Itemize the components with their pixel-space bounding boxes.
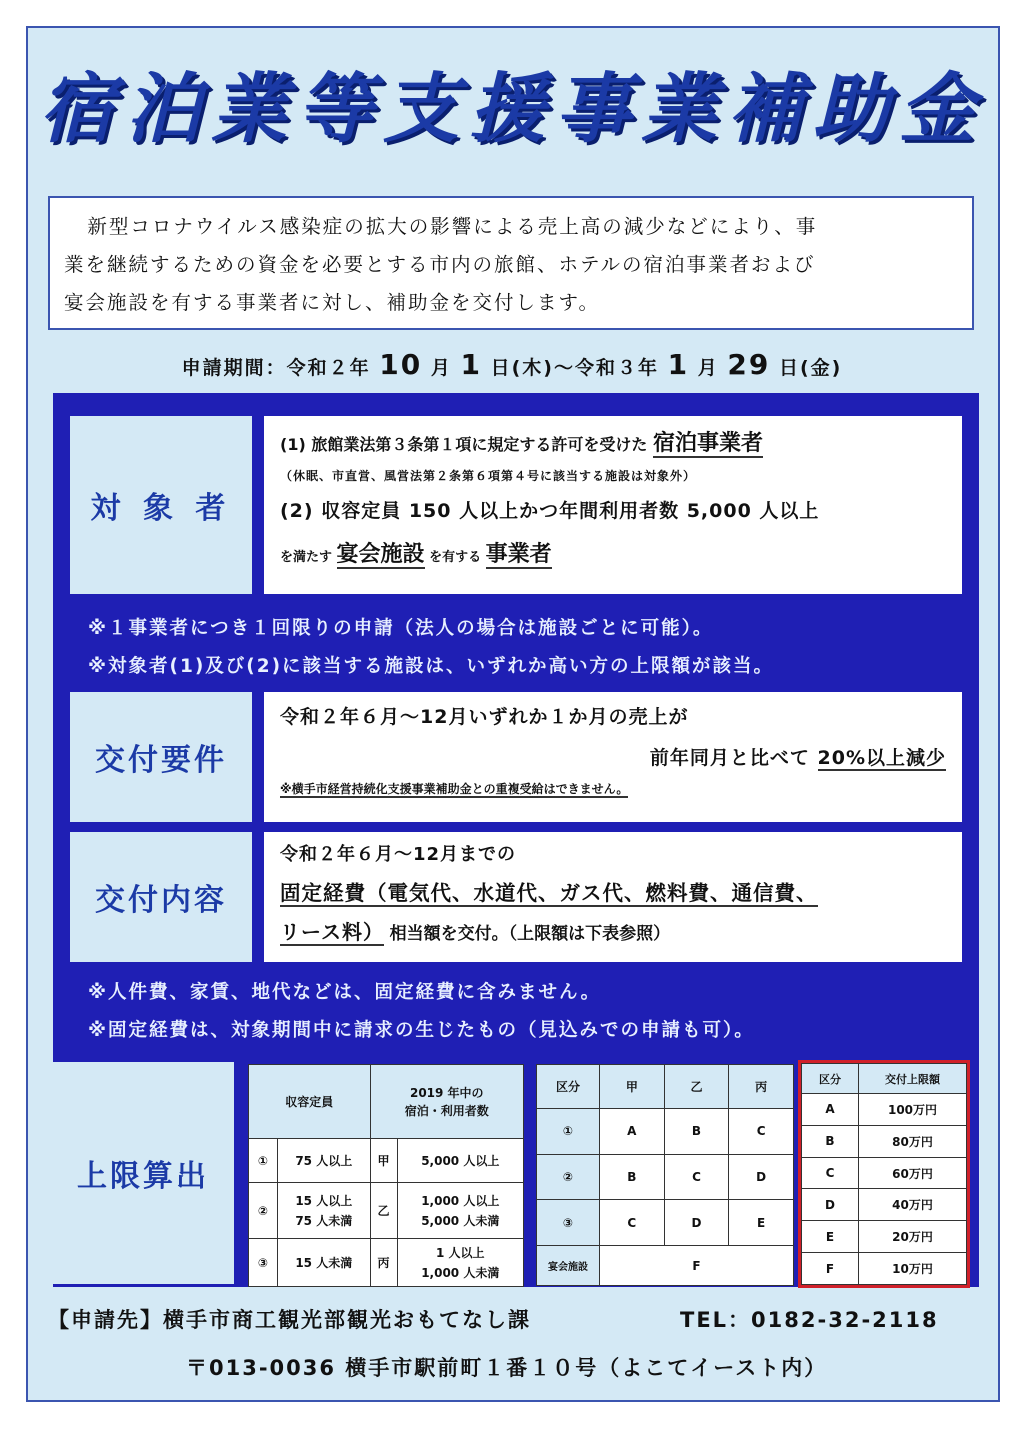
amount-value: 60万円 — [859, 1157, 967, 1189]
table-row — [537, 1200, 794, 1246]
capacity-cell — [278, 1183, 371, 1239]
users-header — [370, 1065, 523, 1139]
target-item2-em2: 事業者 — [485, 542, 552, 567]
target-label: 対 象 者 — [70, 416, 252, 594]
requirement-line-1: 令和２年６月～12月いずれか１か月の売上が — [280, 706, 689, 728]
capacity-value: 15 人以上 — [295, 1193, 353, 1208]
content-line-3b: 相当額を交付。（上限額は下表参照） — [389, 924, 671, 944]
note-3: ※人件費、家賃、地代などは、固定経費に含みません。 — [88, 982, 602, 1003]
row-number: ③ — [249, 1239, 278, 1287]
users-cell — [397, 1183, 523, 1239]
content-line-2: 固定経費（電気代、水道代、ガス代、燃料費、通信費、 — [280, 881, 818, 905]
note-4: ※固定経費は、対象期間中に請求の生じたもの（見込みでの申請も可）。 — [88, 1020, 755, 1041]
capacity-table — [248, 1064, 524, 1287]
capacity-value-2: 75 人未満 — [295, 1213, 353, 1228]
matrix-cell: C — [729, 1109, 794, 1155]
content-line-3a: リース料） — [280, 920, 384, 944]
users-value-2: 1,000 人未満 — [421, 1265, 500, 1280]
intro-line-3: 宴会施設を有する事業者に対し、補助金を交付します。 — [64, 291, 600, 314]
capacity-header: 収容定員 — [249, 1065, 371, 1139]
target-box — [264, 416, 962, 594]
requirement-label: 交付要件 — [70, 692, 252, 822]
target-item1-num: (1) — [280, 435, 306, 454]
table-row — [802, 1125, 967, 1157]
content-label: 交付内容 — [70, 832, 252, 962]
footer-phone[interactable]: TEL：0182-32-2118 — [680, 1308, 939, 1332]
content-line-1: 令和２年６月～12月までの — [280, 844, 517, 865]
period-label: 申請期間：令和２年 — [181, 357, 371, 379]
matrix-cell: D — [729, 1154, 794, 1200]
target-item1-note: （休眠、市直営、風営法第２条第６項第４号に該当する施設は対象外） — [280, 469, 697, 483]
capacity-value: 15 人未満 — [295, 1256, 353, 1270]
amount-header: 区分 — [802, 1064, 859, 1094]
requirement-line-2em: 20%以上減少 — [817, 747, 946, 769]
period-start-month: 10 — [379, 348, 423, 381]
table-row — [802, 1221, 967, 1253]
target-item1-em: 宿泊事業者 — [652, 431, 763, 456]
requirement-note: ※横手市経営持続化支援事業補助金との重複受給はできません。 — [280, 782, 629, 796]
matrix-row-label: ① — [537, 1109, 600, 1155]
users-value: 5,000 人以上 — [421, 1154, 500, 1168]
matrix-cell: A — [600, 1109, 665, 1155]
table-row — [249, 1139, 524, 1183]
content-box — [264, 832, 962, 962]
amount-header: 交付上限額 — [859, 1064, 967, 1094]
table-row — [537, 1246, 794, 1286]
table-header-row — [537, 1065, 794, 1109]
amount-class: D — [802, 1189, 859, 1221]
matrix-cell: E — [729, 1200, 794, 1246]
row-number: ② — [249, 1183, 278, 1239]
capacity-cell — [278, 1239, 371, 1287]
matrix-cell: D — [664, 1200, 729, 1246]
amount-class: F — [802, 1253, 859, 1285]
table-row — [537, 1154, 794, 1200]
matrix-cell: C — [600, 1200, 665, 1246]
table-row — [802, 1157, 967, 1189]
period-start-day: 1 — [460, 348, 482, 381]
intro-line-1: 新型コロナウイルス感染症の拡大の影響による売上高の減少などにより、事 — [87, 215, 818, 238]
capacity-value: 75 人以上 — [295, 1154, 353, 1168]
table-header-row — [802, 1064, 967, 1094]
capacity-cell — [278, 1139, 371, 1183]
requirement-box — [264, 692, 962, 822]
users-value: 1 人以上 — [435, 1245, 485, 1260]
period-text-2: 日(木)～令和３年 — [490, 357, 659, 379]
note-2: ※対象者(1)及び(2)に該当する施設は、いずれか高い方の上限額が該当。 — [88, 656, 775, 677]
amount-class: B — [802, 1125, 859, 1157]
intro-box — [48, 196, 974, 330]
users-cell — [397, 1139, 523, 1183]
requirement-line-2a: 前年同月と比べて — [649, 747, 810, 769]
row-number: ① — [249, 1139, 278, 1183]
banquet-label: 宴会施設 — [537, 1246, 600, 1286]
limit-label: 上限算出 — [52, 1062, 234, 1284]
users-cell — [397, 1239, 523, 1287]
matrix-cell: B — [600, 1154, 665, 1200]
table-row — [249, 1239, 524, 1287]
users-value: 1,000 人以上 — [421, 1193, 500, 1208]
target-item2-em1: 宴会施設 — [336, 542, 425, 567]
target-item2-b: を有する — [429, 550, 482, 565]
matrix-row-label: ② — [537, 1154, 600, 1200]
amount-class: C — [802, 1157, 859, 1189]
period-end-day: 29 — [727, 348, 771, 381]
matrix-header: 甲 — [600, 1065, 665, 1109]
amount-value: 10万円 — [859, 1253, 967, 1285]
period-text-3: 月 — [697, 357, 719, 379]
amount-value: 100万円 — [859, 1094, 967, 1126]
amount-value: 40万円 — [859, 1189, 967, 1221]
amount-value: 20万円 — [859, 1221, 967, 1253]
target-item2-line: (2) 収容定員 150 人以上かつ年間利用者数 5,000 人以上 — [280, 500, 820, 522]
table-row — [249, 1183, 524, 1239]
footer-address: 〒013-0036 横手市駅前町１番１０号（よこてイースト内） — [186, 1356, 828, 1380]
class-cell: 丙 — [370, 1239, 397, 1287]
amount-class: E — [802, 1221, 859, 1253]
banquet-class: F — [600, 1246, 794, 1286]
intro-line-2: 業を継続するための資金を必要とする市内の旅館、ホテルの宿泊事業者および — [64, 253, 816, 276]
matrix-cell: C — [664, 1154, 729, 1200]
amount-class: A — [802, 1094, 859, 1126]
users-header-line-2: 宿泊・利用者数 — [404, 1103, 489, 1118]
note-1: ※１事業者につき１回限りの申請（法人の場合は施設ごとに可能）。 — [88, 618, 714, 639]
users-header-line-1: 2019 年中の — [409, 1085, 484, 1100]
matrix-cell: B — [664, 1109, 729, 1155]
period-text-1: 月 — [430, 357, 452, 379]
period-text-4: 日(金) — [778, 357, 843, 379]
poster-title: 宿泊業等支援事業補助金 — [39, 64, 985, 153]
table-row — [802, 1094, 967, 1126]
footer-contact: 【申請先】横手市商工観光部観光おもてなし課 — [48, 1308, 531, 1332]
matrix-header: 乙 — [664, 1065, 729, 1109]
limit-amount-table — [801, 1063, 967, 1285]
table-row — [802, 1253, 967, 1285]
amount-value: 80万円 — [859, 1125, 967, 1157]
target-item1-text: 旅館業法第３条第１項に規定する許可を受けた — [311, 435, 648, 454]
class-matrix-table — [536, 1064, 794, 1286]
class-cell: 甲 — [370, 1139, 397, 1183]
table-row — [802, 1189, 967, 1221]
application-period — [0, 348, 1024, 381]
users-value-2: 5,000 人未満 — [421, 1213, 500, 1228]
matrix-header: 区分 — [537, 1065, 600, 1109]
target-item2-a: を満たす — [280, 550, 333, 565]
class-cell: 乙 — [370, 1183, 397, 1239]
period-end-month: 1 — [667, 348, 690, 381]
matrix-row-label: ③ — [537, 1200, 600, 1246]
matrix-header: 丙 — [729, 1065, 794, 1109]
table-row — [537, 1109, 794, 1155]
